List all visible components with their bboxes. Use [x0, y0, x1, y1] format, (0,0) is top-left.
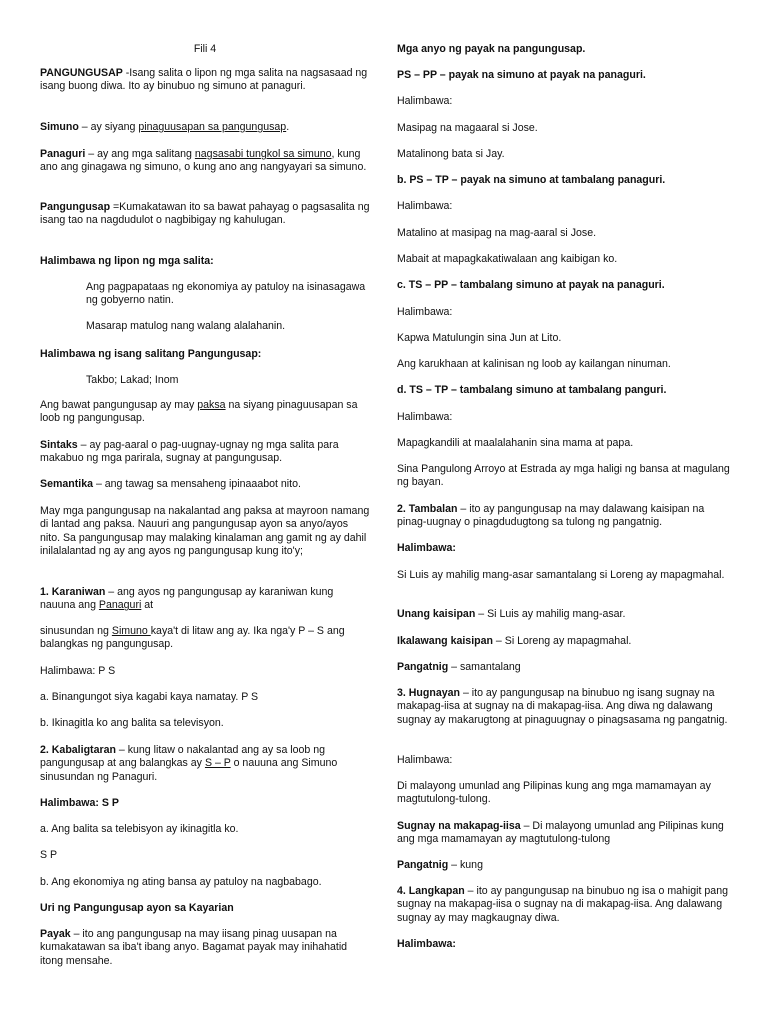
text-run: Halimbawa ng lipon ng mga salita:: [40, 255, 214, 267]
text-run: , kung ano ang ginagawa ng simuno, o kung ano ang nangyayari sa simuno.: [40, 148, 367, 174]
paragraph-heading-halimbawa-langkapan: [397, 938, 733, 951]
text-run: at: [141, 599, 154, 612]
paragraph-ikalawang-kaisipan: [397, 635, 733, 648]
text-run: na siyang pinaguusapan sa loob ng pangungusap.: [40, 399, 358, 425]
text-run: Halimbawa:: [397, 200, 453, 212]
text-run: Di malayong umunlad ang Pilipinas kung ang mga mamamayan ay magtutulong-tulong.: [397, 780, 711, 806]
text-run: Kapwa Matulungin sina Jun at Lito.: [397, 332, 562, 344]
paragraph-ps-tp: [397, 174, 733, 187]
paragraph-sp-label: [40, 849, 370, 862]
text-run: Mabait at mapagkakatiwalaan ang kaibigan ko.: [397, 253, 618, 265]
text-run: =Kumakatawan ito sa bawat pahayag o pagsasalita ng isang tao na nagdudulot o nagbibigay ng kahulugan.: [40, 201, 370, 227]
text-run: 2. Tambalan: [397, 503, 458, 515]
text-run: – ito ay pangungusap na may dalawang kaisipan na pinag-uugnay o pinagdudugtong sa tulong ng pangatnig.: [397, 503, 705, 529]
paragraph-sintaks-def: [40, 439, 370, 466]
text-run: Sina Pangulong Arroyo at Estrada ay mga haligi ng bansa at magulang ng bayan.: [397, 463, 730, 489]
text-run: – Si Luis ay mahilig mang-asar.: [475, 608, 626, 620]
text-run: – ay siyang: [78, 121, 139, 133]
text-run: Sintaks: [40, 439, 78, 451]
paragraph-simuno-def: [40, 121, 370, 134]
paragraph-halimbawa-1: [397, 95, 733, 108]
paragraph-tambalan-def: [397, 503, 733, 530]
text-run: – ito ay pangungusap na binubuo ng isa o mahigit pang sugnay na makapag-iisa o sugnay na di makapag-iisa. Ang dalawang sugnay ay may magkaugnay diwa.: [397, 885, 728, 924]
text-run: – ito ay pangungusap na binubuo ng isang sugnay na makapag-iisa at sugnay na di makapag-iisa. Ang diwa ng dalawang sugnay ay makarugtong at pinaguugnay o pinagsasama ng pangatnig.: [397, 687, 728, 726]
text-run: nagsasabi tungkol sa simuno: [194, 148, 332, 160]
paragraph-heading-mga-anyo: [397, 43, 733, 56]
text-run: -Isang salita o lipon ng mga salita na nagsasaad ng isang buong diwa. Ito ay binubuo ng simuno at panaguri.: [40, 67, 368, 93]
text-run: Payak: [40, 928, 71, 940]
text-run: – kung litaw o nakalantad ang ay sa loob ng pangungusap at ang balangkas ay: [40, 744, 326, 770]
text-run: Mapagkandili at maalalahanin sina mama at papa.: [397, 437, 634, 449]
text-run: 4. Langkapan: [397, 885, 465, 897]
paragraph-paksa-text: [40, 399, 370, 426]
paragraph-halimbawa-ps: [40, 665, 370, 678]
text-run: Panaguri: [40, 148, 86, 160]
text-run: Panaguri: [98, 599, 142, 612]
paragraph-ex-karukhaan: [397, 358, 733, 371]
paragraph-payak-def: [40, 928, 370, 968]
text-run: Ang pagpapataas ng ekonomiya ay patuloy na isinasagawa ng gobyerno natin.: [86, 281, 366, 307]
text-run: Halimbawa:: [397, 542, 456, 554]
paragraph-ex-matalinong: [397, 148, 733, 161]
text-run: Pangungusap: [40, 201, 111, 213]
paragraph-ex-balita: [40, 823, 370, 836]
paragraph-ex-takbo: [40, 374, 370, 387]
text-run: Halimbawa:: [397, 938, 456, 950]
text-run: Pangatnig: [397, 859, 449, 871]
text-run: PANGUNGUSAP: [40, 67, 123, 79]
text-run: May mga pangungusap na nakalantad ang paksa at mayroon namang di lantad ang paksa. Nauuri ang pangungusap ayon sa anyo/ayos nito. Sa pangungusap may malaking kinalaman ang gamit ng ay dahil inilalalantad ng ay ang ayos ng pangungusap kung ito'y;: [40, 505, 370, 558]
paragraph-langkapan-def: [397, 885, 733, 925]
text-run: 2. Kabaligtaran: [40, 744, 116, 756]
paragraph-pangungusap-def: [40, 67, 370, 94]
paragraph-heading-uri: [40, 902, 370, 915]
text-run: Semantika: [40, 478, 93, 490]
paragraph-ex-si-luis: [397, 569, 733, 582]
text-run: Halimbawa ng isang salitang Pangungusap:: [40, 348, 262, 360]
paragraph-ex-matalino-masipag: [397, 227, 733, 240]
text-run: Halimbawa: S P: [40, 797, 119, 809]
text-run: Takbo; Lakad; Inom: [86, 374, 179, 386]
text-run: Masipag na magaaral si Jose.: [397, 122, 538, 134]
text-run: kaya't di litaw ang ay. Ika nga'y P – S ang balangkas ng pangungusap.: [40, 625, 345, 651]
text-run: – ang ayos ng pangungusap ay karaniwan kung nauuna ang: [40, 586, 334, 612]
text-run: – kung: [448, 859, 483, 871]
paragraph-anyo-text: [40, 505, 370, 558]
text-run: o nauuna ang Simuno sinusundan ng Panaguri.: [40, 757, 338, 783]
text-run: a. Binangungot siya kagabi kaya namatay. P S: [40, 691, 259, 703]
text-run: Si Luis ay mahilig mang-asar samantalang si Loreng ay mapagmahal.: [397, 569, 725, 581]
paragraph-heading-halimbawa-lipon: [40, 255, 370, 268]
text-run: Fili 4: [193, 43, 217, 55]
paragraph-heading-halimbawa-sp: [40, 797, 370, 810]
paragraph-halimbawa-2: [397, 200, 733, 213]
text-run: Ikalawang kaisipan: [397, 635, 493, 647]
paragraph-ex-masarap: [40, 320, 370, 333]
text-run: Unang kaisipan: [397, 608, 476, 620]
paragraph-ts-tp: [397, 384, 733, 397]
text-run: – ito ang pangungusap na may iisang pinag uusapan na kumakatawan sa iba't ibang anyo. Bagamat payak may inihahatid itong mensahe.: [40, 928, 348, 967]
text-run: Uri ng Pangungusap ayon sa Kayarian: [40, 902, 234, 914]
text-run: Halimbawa:: [397, 411, 453, 423]
paragraph-fili4: [40, 43, 370, 56]
text-run: – ay ang mga salitang: [85, 148, 195, 160]
text-run: .: [286, 121, 290, 133]
text-run: d. TS – TP – tambalang simuno at tambalang panguri.: [397, 384, 667, 396]
paragraph-ex-kapwa: [397, 332, 733, 345]
text-run: pinaguusapan sa pangungusap: [138, 121, 287, 133]
text-run: Ang bawat pangungusap ay may: [40, 399, 198, 411]
paragraph-sinusundan: [40, 625, 370, 652]
paragraph-pangatnig-kung: [397, 859, 733, 872]
text-run: PS – PP – payak na simuno at payak na panaguri.: [397, 69, 646, 81]
paragraph-ex-sina-pangulong: [397, 463, 733, 490]
text-run: – Si Loreng ay mapagmahal.: [492, 635, 632, 647]
paragraph-heading-halimbawa-tambalan: [397, 542, 733, 555]
paragraph-pangungusap-kahulugan: [40, 201, 370, 228]
text-run: Sugnay na makapag-iisa: [397, 820, 521, 832]
text-run: Matalino at masipag na mag-aaral si Jose.: [397, 227, 597, 239]
paragraph-kabaligtaran: [40, 744, 370, 784]
paragraph-semantika-def: [40, 478, 370, 491]
text-run: Masarap matulog nang walang alalahanin.: [86, 320, 286, 332]
text-run: b. Ikinagitla ko ang balita sa televisyon.: [40, 717, 224, 729]
paragraph-karaniwan: [40, 586, 370, 613]
text-run: – ang tawag sa mensaheng ipinaaabot nito.: [93, 478, 301, 490]
text-run: – ay pag-aaral o pag-uugnay-ugnay ng mga salita para makabuo ng mga parirala, sugnay at pangungusap.: [40, 439, 339, 465]
paragraph-panaguri-def: [40, 148, 370, 175]
paragraph-ex-mabait: [397, 253, 733, 266]
paragraph-ex-mapagkandili: [397, 437, 733, 450]
text-run: Matalinong bata si Jay.: [397, 148, 505, 160]
text-run: Pangatnig: [397, 661, 449, 673]
text-run: b. PS – TP – payak na simuno at tambalang panaguri.: [397, 174, 666, 186]
paragraph-unang-kaisipan: [397, 608, 733, 621]
text-run: Halimbawa:: [397, 95, 453, 107]
text-run: – samantalang: [448, 661, 521, 673]
paragraph-ps-pp: [397, 69, 733, 82]
text-run: Ang karukhaan at kalinisan ng loob ay kailangan ninuman.: [397, 358, 671, 370]
paragraph-heading-halimbawa-isang-salita: [40, 348, 370, 361]
paragraph-hugnayan-def: [397, 687, 733, 727]
text-run: a. Ang balita sa telebisyon ay ikinagitla ko.: [40, 823, 239, 835]
text-run: Halimbawa:: [397, 754, 453, 766]
paragraph-ex-binangungot: [40, 691, 370, 704]
text-run: paksa: [197, 399, 226, 411]
text-run: Halimbawa:: [397, 306, 453, 318]
text-run: 1. Karaniwan: [40, 586, 106, 598]
paragraph-halimbawa-3: [397, 306, 733, 319]
paragraph-ts-pp: [397, 279, 733, 292]
paragraph-ex-ekonomiya: [40, 281, 370, 308]
text-run: Halimbawa: P S: [40, 665, 116, 677]
paragraph-halimbawa-4: [397, 411, 733, 424]
text-run: c. TS – PP – tambalang simuno at payak na panaguri.: [397, 279, 665, 291]
text-run: Simuno: [111, 625, 151, 637]
text-run: 3. Hugnayan: [397, 687, 460, 699]
text-run: b. Ang ekonomiya ng ating bansa ay patuloy na nagbabago.: [40, 876, 322, 888]
text-run: Mga anyo ng payak na pangungusap.: [397, 43, 586, 55]
paragraph-ex-ikinagitla: [40, 717, 370, 730]
text-run: Simuno: [40, 121, 79, 133]
paragraph-ex-di-malayong: [397, 780, 733, 807]
text-run: S – P: [204, 757, 231, 770]
text-run: – Di malayong umunlad ang Pilipinas kung ang mga mamamayan ay magtutulong-tulong: [397, 820, 724, 846]
text-run: sinusundan ng: [40, 625, 112, 637]
paragraph-pangatnig-samantalang: [397, 661, 733, 674]
paragraph-ex-ekonomiya-nagbabago: [40, 876, 370, 889]
paragraph-halimbawa-5: [397, 754, 733, 767]
paragraph-sugnay-makapag-iisa: [397, 820, 733, 847]
paragraph-ex-masipag: [397, 122, 733, 135]
text-run: S P: [40, 849, 58, 861]
